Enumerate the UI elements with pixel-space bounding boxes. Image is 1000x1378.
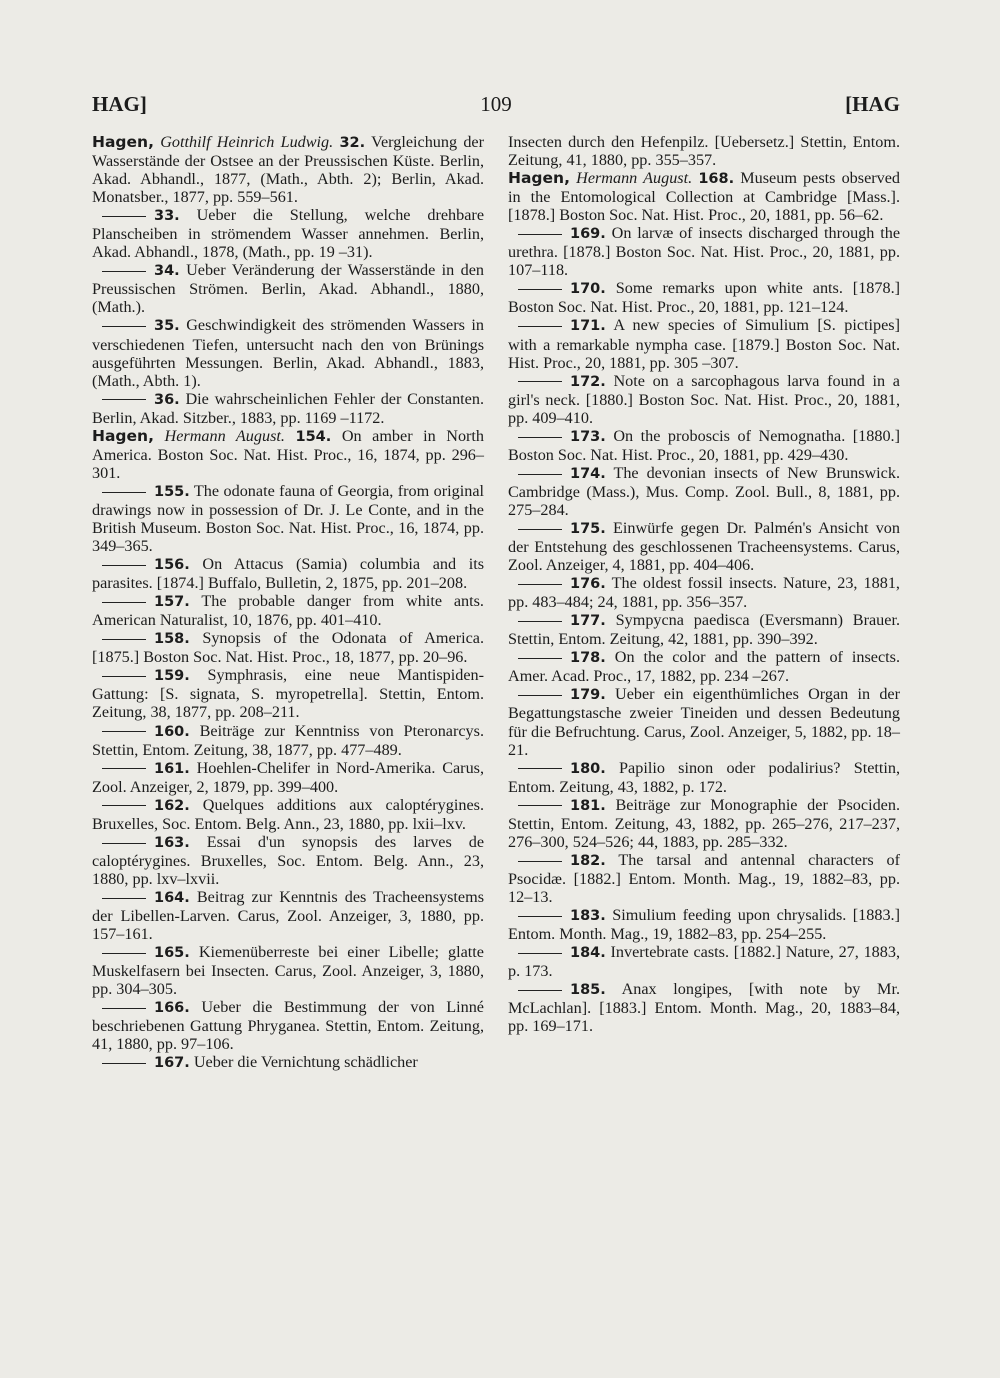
entry-number: 178.	[570, 650, 606, 667]
entry-text: On larvæ of insects discharged through the urethra. [1878.] Boston Soc. Nat. Hist. Proc., 20, 1881, pp. 107–118.	[508, 224, 901, 280]
entry-text: Hoehlen-Chelifer in Nord-Amerika. Carus, Zool. Anzeiger, 2, 1879, pp. 399–400.	[92, 758, 485, 796]
entry-number: 159.	[154, 668, 190, 685]
bibliography-entry	[92, 206, 484, 261]
bibliography-entry	[92, 390, 484, 427]
entry-number: 176.	[570, 576, 606, 593]
entry-text: The oldest fossil insects. Nature, 23, 1881, pp. 483–484; 24, 1881, pp. 356–357.	[508, 574, 900, 612]
entry-number: 158.	[154, 631, 190, 648]
bibliography-entry	[508, 906, 900, 943]
ditto-dash	[518, 990, 562, 991]
entry-number: 154.	[295, 428, 332, 445]
bibliography-entry	[508, 519, 900, 574]
ditto-dash	[518, 805, 562, 806]
entry-number: 167.	[154, 1055, 190, 1072]
entry-text: Quelques additions aux caloptérygines. Bruxelles, Soc. Entom. Belg. Ann., 23, 1880, pp. lxii–lxv.	[92, 795, 484, 833]
ditto-dash	[518, 381, 562, 382]
running-header	[92, 92, 900, 120]
bibliography-entry	[92, 133, 484, 206]
bibliography-entry	[92, 482, 484, 555]
entry-text: Museum pests observed in the Entomological Collection at Cambridge [Mass.]. [1878.] Boston Soc. Nat. Hist. Proc., 20, 1881, pp. 56–62.	[508, 169, 901, 225]
entry-text: Einwürfe gegen Dr. Palmén's Ansicht von der Entstehung des geschlossenen Tracheensystems. Carus, Zool. Anzeiger, 4, 1881, pp. 404–406.	[508, 518, 900, 575]
entry-number: 177.	[570, 613, 606, 630]
bibliography-entry	[92, 998, 484, 1053]
ditto-dash	[518, 621, 562, 622]
page-number: 109	[480, 92, 512, 116]
entry-text: Symphrasis, eine neue Mantispiden-Gattung: [S. signata, S. myropetrella]. Stettin, Entom. Zeitung, 38, 1877, pp. 208–211.	[92, 666, 485, 722]
entry-text: Geschwindigkeit des strömenden Wassers in verschiedenen Tiefen, untersucht nach den von Brünings ausgeführten Messungen. Berlin, Akad. Abhandl., 1883, (Math., Abth. 1).	[92, 316, 484, 390]
entry-number: 156.	[154, 557, 190, 574]
entry-number: 160.	[154, 723, 190, 740]
ditto-dash	[102, 731, 146, 732]
ditto-dash	[102, 953, 146, 954]
ditto-dash	[102, 492, 146, 493]
entry-number: 162.	[154, 797, 190, 814]
ditto-dash	[518, 289, 562, 290]
bibliography-entry	[92, 943, 484, 998]
entry-text: Note on a sarcophagous larva found in a girl's neck. [1880.] Boston Soc. Nat. Hist. Proc., 20, 1881, pp. 409–410.	[508, 371, 900, 427]
ditto-dash	[102, 843, 146, 844]
ditto-dash	[518, 474, 562, 475]
bibliography-entry	[92, 722, 484, 759]
ditto-dash	[102, 326, 146, 327]
entry-number: 164.	[154, 889, 190, 906]
entry-text: The probable danger from white ants. American Naturalist, 10, 1876, pp. 401–410.	[92, 592, 484, 630]
entry-number: 161.	[154, 760, 190, 777]
entry-text: Some remarks upon white ants. [1878.] Boston Soc. Nat. Hist. Proc., 20, 1881, pp. 121–124.	[508, 279, 901, 317]
bibliography-entry	[508, 169, 900, 224]
bibliography-entry	[508, 980, 900, 1035]
entry-text: Ueber die Stellung, welche drehbare Planscheiben in strömendem Wasser annehmen. Berlin, Akad. Abhandl., 1878, (Math., pp. 19 –31).	[92, 206, 484, 262]
ditto-dash	[102, 399, 146, 400]
entry-number: 170.	[570, 281, 606, 298]
ditto-dash	[518, 584, 562, 585]
bibliography-entry	[92, 796, 484, 833]
bibliography-entry	[508, 372, 900, 427]
entry-text: Ueber Veränderung der Wasserstände in den Preussischen Strömen. Berlin, Akad. Abhandl., 1880, (Math.).	[92, 261, 485, 317]
entry-number: 185.	[570, 982, 606, 999]
entry-text: Ueber die Bestimmung der von Linné beschriebenen Gattung Phryganea. Stettin, Entom. Zeitung, 41, 1880, pp. 97–106.	[92, 998, 484, 1054]
ditto-dash	[518, 234, 562, 235]
entry-text: On the color and the pattern of insects. Amer. Acad. Proc., 17, 1882, pp. 234 –267.	[508, 648, 901, 686]
bibliography-entry	[92, 592, 484, 629]
ditto-dash	[102, 216, 146, 217]
entry-number: 36.	[154, 391, 180, 408]
entry-text: Vergleichung der Wasserstände der Ostsee an der Preussischen Küste. Berlin, Akad. Abhandl., 1877, (Math., Abth. 2); Berlin, Akad. Monatsber., 1877, pp. 559–561.	[92, 133, 484, 207]
ditto-dash	[518, 529, 562, 530]
header-left: HAG]	[92, 92, 147, 116]
ditto-dash	[102, 271, 146, 272]
ditto-dash	[102, 1008, 146, 1009]
entry-text: The odonate fauna of Georgia, from original drawings now in possession of Dr. J. Le Conte, and in the British Museum. Boston Soc. Nat. Hist. Proc., 16, 1874, pp. 349–365.	[92, 481, 484, 556]
entry-number: 33.	[154, 208, 180, 225]
bibliography-entry	[508, 316, 900, 371]
entry-text: On Attacus (Samia) columbia and its parasites. [1874.] Buffalo, Bulletin, 2, 1875, pp. 201–208.	[92, 555, 485, 593]
ditto-dash	[518, 861, 562, 862]
ditto-dash	[102, 676, 146, 677]
entry-text: Die wahrscheinlichen Fehler der Constanten. Berlin, Akad. Sitzber., 1883, pp. 1169 –1172.	[92, 389, 485, 427]
entry-number: 157.	[154, 594, 190, 611]
bibliography-entry	[508, 759, 900, 796]
entry-number: 183.	[570, 907, 606, 924]
entry-text: Invertebrate casts. [1882.] Nature, 27, 1883, p. 173.	[508, 943, 900, 981]
entry-number: 175.	[570, 520, 606, 537]
entry-text: The tarsal and antennal characters of Psocidæ. [1882.] Entom. Month. Mag., 19, 1882–83, pp. 12–13.	[508, 850, 900, 906]
entry-text: On the proboscis of Nemognatha. [1880.] Boston Soc. Nat. Hist. Proc., 20, 1881, pp. 429–430.	[508, 426, 900, 464]
entry-text: Papilio sinon oder podalirius? Stettin, Entom. Zeitung, 43, 1882, p. 172.	[508, 758, 901, 796]
entry-text: A new species of Simulium [S. pictipes] with a remarkable nympha case. [1879.] Boston Soc. Nat. Hist. Proc., 20, 1881, pp. 305 –307.	[508, 316, 900, 372]
ditto-dash	[518, 658, 562, 659]
bibliography-entry	[92, 555, 484, 592]
bibliography-entry	[508, 574, 900, 611]
bibliography-entry	[92, 888, 484, 943]
bibliography-entry	[92, 759, 484, 796]
entry-number: 180.	[570, 760, 606, 777]
entry-number: 184.	[570, 945, 606, 962]
bibliography-entry	[508, 648, 900, 685]
entry-text: Ueber ein eigenthümliches Organ in der Begattungstasche zweier Tineiden und dessen Bedeutung für die Befruchtung. Carus, Zool. Anzeiger, 5, 1882, pp. 18–21.	[508, 685, 900, 759]
entry-text: Anax longipes, [with note by Mr. McLachlan]. [1883.] Entom. Month. Mag., 20, 1883–84, pp. 169–171.	[508, 980, 900, 1036]
entry-text: Essai d'un synopsis des larves de caloptérygines. Bruxelles, Soc. Entom. Belg. Ann., 23, 1880, pp. lxv–lxvii.	[92, 832, 484, 888]
ditto-dash	[518, 695, 562, 696]
entry-text: Sympycna paedisca (Eversmann) Brauer. Stettin, Entom. Zeitung, 42, 1881, pp. 390–392.	[508, 611, 901, 649]
entry-text: Ueber die Vernichtung schädlicher	[193, 1053, 418, 1072]
entry-number: 172.	[570, 373, 606, 390]
entry-text: Simulium feeding upon chrysalids. [1883.] Entom. Month. Mag., 19, 1882–83, pp. 254–255.	[508, 905, 900, 944]
ditto-dash	[518, 768, 562, 769]
entry-text: Synopsis of the Odonata of America. [1875.] Boston Soc. Nat. Hist. Proc., 18, 1877, pp. 20–96.	[92, 629, 484, 667]
entry-number: 166.	[154, 1000, 190, 1017]
author-surname: Hagen,	[92, 133, 154, 151]
entry-text: Beiträge zur Monographie der Psociden. Stettin, Entom. Zeitung, 43, 1882, pp. 265–276, 217–237, 276–300, 524–526; 44, 1883, pp. 285–332.	[508, 795, 900, 851]
entry-text: Beitrag zur Kenntnis des Tracheensystems der Libellen-Larven. Carus, Zool. Anzeiger, 3, 1880, pp. 157–161.	[92, 887, 485, 944]
entry-number: 32.	[339, 135, 366, 151]
author-given-name: Hermann August.	[576, 169, 693, 188]
entry-number: 34.	[154, 263, 180, 280]
ditto-dash	[518, 953, 562, 954]
author-surname: Hagen,	[92, 426, 154, 445]
bibliography-entry	[508, 685, 900, 758]
bibliography-entry	[508, 224, 900, 279]
entry-number: 171.	[570, 318, 606, 335]
ditto-dash	[518, 437, 562, 438]
bibliography-entry	[508, 133, 900, 169]
bibliography-entry	[508, 427, 900, 464]
bibliography-entry	[508, 464, 900, 519]
ditto-dash	[102, 602, 146, 603]
ditto-dash	[518, 916, 562, 917]
bibliography-entry	[92, 629, 484, 666]
ditto-dash	[102, 639, 146, 640]
ditto-dash	[102, 565, 146, 566]
bibliography-entry	[508, 796, 900, 851]
bibliography-entry	[508, 851, 900, 906]
entry-text: Kiemenüberreste bei einer Libelle; glatte Muskelfasern bei Insecten. Carus, Zool. Anzeiger, 3, 1880, pp. 304–305.	[92, 943, 484, 999]
ditto-dash	[102, 898, 146, 899]
bibliography-entry	[92, 316, 484, 389]
ditto-dash	[518, 326, 562, 327]
entry-number: 173.	[570, 428, 606, 445]
entry-number: 168.	[698, 171, 735, 188]
header-right: [HAG	[845, 92, 900, 116]
ditto-dash	[102, 805, 146, 806]
bibliography-entry	[92, 261, 484, 316]
entry-number: 169.	[570, 226, 606, 243]
entry-number: 174.	[570, 465, 606, 482]
bibliography-entry	[92, 427, 484, 482]
bibliography-entry	[508, 943, 900, 980]
entry-number: 179.	[570, 687, 606, 704]
ditto-dash	[102, 1063, 146, 1064]
entry-text: On amber in North America. Boston Soc. Nat. Hist. Proc., 16, 1874, pp. 296–301.	[92, 426, 485, 482]
author-surname: Hagen,	[508, 169, 570, 188]
left-column	[92, 133, 484, 1072]
entry-number: 155.	[154, 483, 190, 500]
author-given-name: Gotthilf Heinrich Ludwig.	[160, 133, 334, 151]
bibliography-entry	[92, 833, 484, 888]
bibliography-entry	[92, 1053, 484, 1072]
entry-number: 182.	[570, 852, 606, 869]
entry-text: The devonian insects of New Brunswick. Cambridge (Mass.), Mus. Comp. Zool. Bull., 8, 1881, pp. 275–284.	[508, 463, 901, 519]
entry-number: 163.	[154, 834, 190, 851]
bibliography-entry	[508, 279, 900, 316]
entry-text: Insecten durch den Hefenpilz. [Uebersetz.] Stettin, Entom. Zeitung, 41, 1880, pp. 355–357.	[508, 133, 900, 170]
entry-number: 165.	[154, 945, 190, 962]
entry-number: 35.	[154, 318, 180, 335]
entry-text: Beiträge zur Kenntniss von Pteronarcys. Stettin, Entom. Zeitung, 38, 1877, pp. 477–489.	[92, 721, 484, 759]
entry-number: 181.	[570, 797, 606, 814]
bibliography-entry	[508, 611, 900, 648]
ditto-dash	[102, 768, 146, 769]
right-column	[508, 133, 900, 1035]
author-given-name: Hermann August.	[164, 426, 285, 445]
bibliography-entry	[92, 666, 484, 721]
